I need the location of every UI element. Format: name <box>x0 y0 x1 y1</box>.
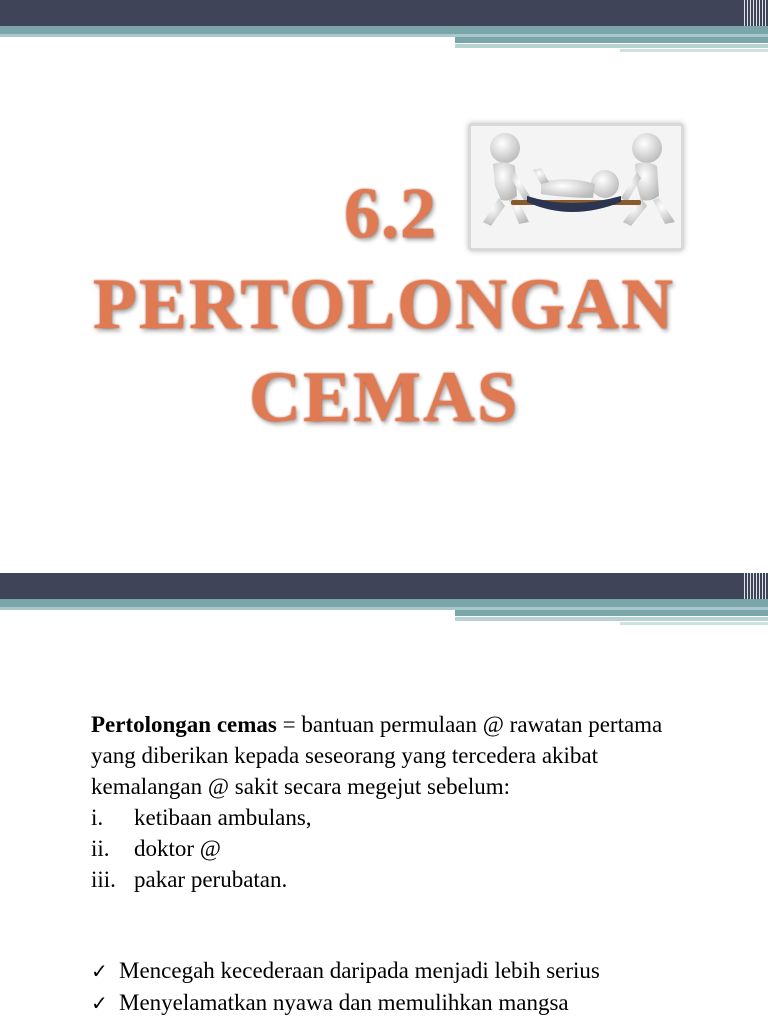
header-stripes <box>742 573 768 599</box>
content-slide <box>0 573 768 1024</box>
list-number: i. <box>91 805 104 830</box>
definition-block <box>91 709 711 895</box>
check-icon: ✓ <box>91 991 108 1015</box>
check-list <box>91 955 600 1019</box>
list-number: ii. <box>91 836 110 861</box>
list-item <box>91 864 711 895</box>
title-line-2: CEMAS <box>248 357 519 437</box>
check-text: Mencegah kecederaan daripada menjadi lebih serius <box>119 958 600 983</box>
check-item <box>91 987 600 1019</box>
check-icon: ✓ <box>91 959 108 983</box>
title-number: 6.2 <box>344 173 437 253</box>
stretcher-carry-icon <box>468 123 684 251</box>
list-item <box>91 833 711 864</box>
header-band <box>0 0 768 62</box>
definition-term: Pertolongan cemas <box>91 712 277 737</box>
title-line-1: PERTOLONGAN <box>92 264 676 344</box>
list-text: pakar perubatan. <box>134 867 288 892</box>
list-item <box>91 802 711 833</box>
definition-text: = bantuan permulaan @ rawatan pertama yang diberikan kepada seseorang yang tercedera akibat kemalangan @ sakit secara megejut sebelum: <box>91 712 663 799</box>
header-band <box>0 573 768 635</box>
header-stripes <box>742 0 768 26</box>
stretcher-carry-illustration <box>471 126 681 248</box>
check-item <box>91 955 600 987</box>
check-text: Menyelamatkan nyawa dan memulihkan mangsa <box>119 990 569 1015</box>
list-text: ketibaan ambulans, <box>134 805 312 830</box>
list-number: iii. <box>91 867 116 892</box>
list-text: doktor @ <box>134 836 221 861</box>
